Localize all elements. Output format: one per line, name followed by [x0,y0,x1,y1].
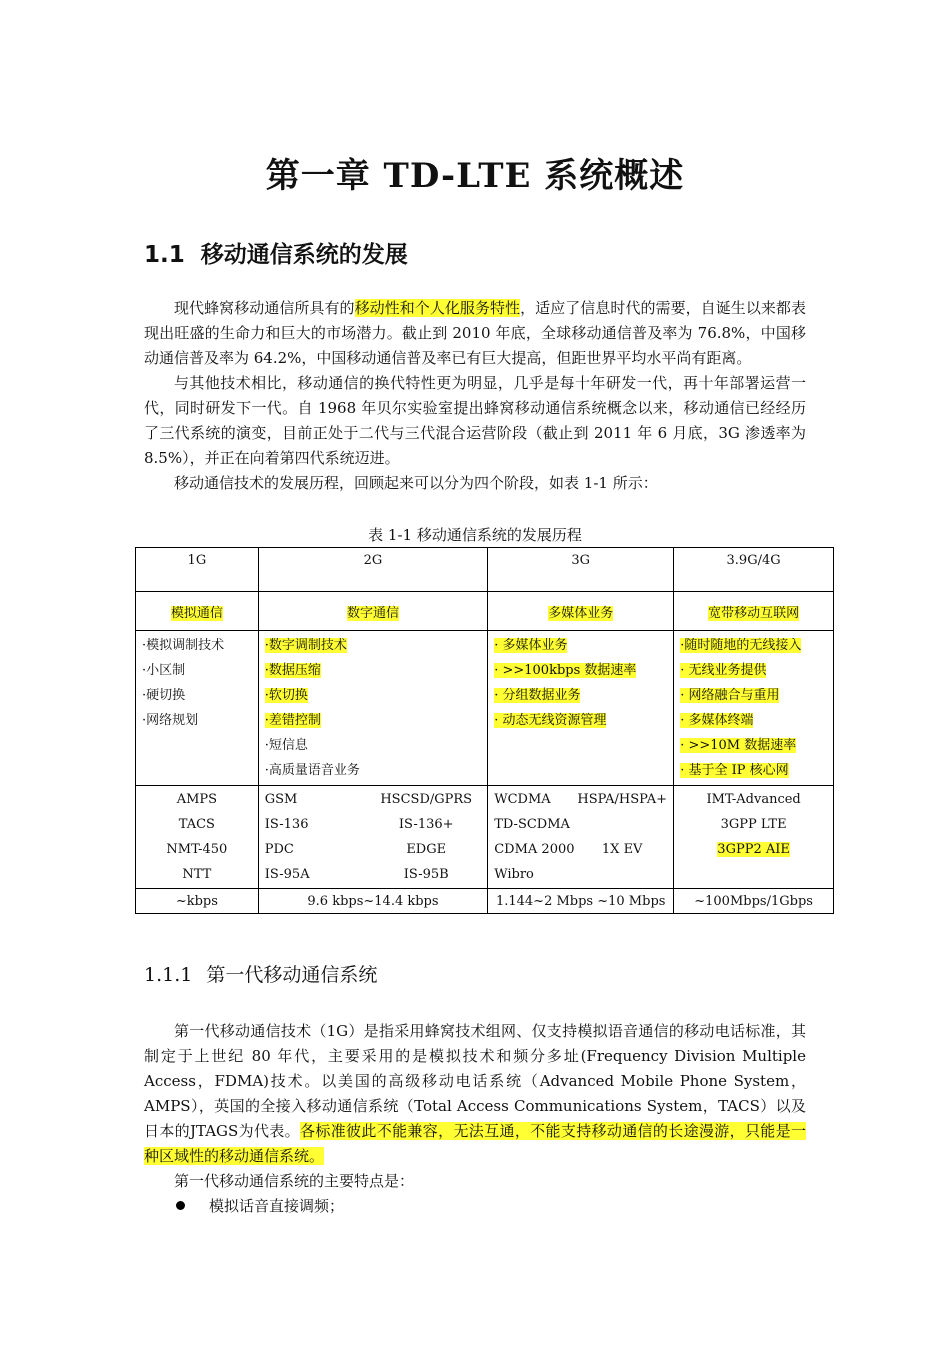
system-name: IS-136 [264,817,309,832]
feature-item: ·硬切换 [142,688,186,703]
systems-row [136,786,834,889]
paragraph-4: 第一代移动通信技术（1G）是指采用蜂窝技术组网、仅支持模拟语音通信的移动电话标准，其制定于上世纪 80 年代，主要采用的是模拟技术和频分多址(Frequency Division Multiple Access，FDMA)技术。以美国的高级移动电话系统（Advanced Mobile Phone System，AMPS），英国的全接入移动通信系统（Total Access Communications System，TACS）以及日本的JTAGS为代表。各标准彼此不能兼容，无法互通，不能支持移动通信的长途漫游，只能是一种区域性的移动通信系统。 [144,1022,806,1165]
system-name: AMPS [176,792,218,807]
service-4g: 宽带移动互联网 [708,605,800,621]
feature-item: ·网络规划 [142,713,199,728]
system-name: 1X EV [601,842,643,857]
system-name: IS-95B [403,867,449,882]
system-name: 3GPP2 AIE [717,842,790,857]
feature-item: · >>100kbps 数据速率 [494,663,637,678]
bullet-item [176,1194,344,1219]
feature-item: ·数据压缩 [264,663,321,678]
feature-item: · 多媒体终端 [680,713,754,728]
feature-item: ·小区制 [142,663,186,678]
rate-3g: 1.144~2 Mbps ~10 Mbps [488,889,674,914]
system-name: PDC [264,842,294,857]
subsection-heading [144,960,377,987]
paragraph-3: 移动通信技术的发展历程，回顾起来可以分为四个阶段，如表 1-1 所示： [174,474,658,492]
gen-3g: 3G [488,548,674,592]
body-paragraphs [144,1019,806,1194]
rate-1g: ~kbps [136,889,259,914]
feature-item: · >>10M 数据速率 [680,738,797,753]
feature-item: · 多媒体业务 [494,638,568,653]
system-name: HSCSD/GPRS [380,792,473,807]
section-heading [144,236,408,269]
feature-item: · 分组数据业务 [494,688,581,703]
evolution-table [135,547,834,914]
feature-item: ·差错控制 [264,713,321,728]
service-2g: 数字通信 [346,605,399,621]
intro-paragraphs [144,296,806,496]
paragraph-1: 现代蜂窝移动通信所具有的移动性和个人化服务特性，适应了信息时代的需要，自诞生以来都表现出旺盛的生命力和巨大的市场潜力。截止到 2010 年底，全球移动通信普及率为 76.8%，中国移动通信普及率为 64.2%，中国移动通信普及率已有巨大提高，但距世界平均水平尚有距离。 [144,299,806,367]
feature-item: ·数字调制技术 [264,638,347,653]
bullet-text: 模拟话音直接调频； [209,1197,345,1215]
rate-row [136,889,834,914]
features-3g [488,631,674,786]
paragraph-5: 第一代移动通信系统的主要特点是： [174,1172,415,1190]
gen-4g: 3.9G/4G [674,548,834,592]
feature-item: · 网络融合与重用 [680,688,780,703]
feature-item: · 动态无线资源管理 [494,713,607,728]
system-name: NTT [182,867,212,882]
feature-item: · 无线业务提供 [680,663,767,678]
system-name: IMT-Advanced [706,792,801,807]
feature-item: ·高质量语音业务 [264,763,360,778]
features-4g [674,631,834,786]
feature-item: ·短信息 [264,738,308,753]
system-name: 3GPP LTE [720,817,787,832]
system-name: NMT-450 [166,842,228,857]
system-name: CDMA 2000 [494,842,575,857]
rate-4g: ~100Mbps/1Gbps [674,889,834,914]
section-number: 1.1 [144,242,185,268]
system-name: EDGE [406,842,447,857]
system-name: HSPA/HSPA+ [577,792,668,807]
systems-4g [674,786,834,889]
rate-2g: 9.6 kbps~14.4 kbps [258,889,487,914]
system-name: Wibro [494,867,534,882]
highlighted-text: 各标准彼此不能兼容，无法互通，不能支持移动通信的长途漫游，只能是一种区域性的移动通信系统。 [144,1122,806,1165]
gen-1g: 1G [136,548,259,592]
system-name: TD-SCDMA [494,817,570,832]
service-row [136,592,834,631]
system-name: TACS [178,817,215,832]
features-row [136,631,834,786]
system-name: IS-136+ [398,817,454,832]
section-title: 移动通信系统的发展 [200,241,408,268]
table-caption: 表 1-1 移动通信系统的发展历程 [368,526,582,544]
feature-item: ·随时随地的无线接入 [680,638,802,653]
system-name: WCDMA [494,792,551,807]
feature-item: · 基于全 IP 核心网 [680,763,789,778]
system-name: IS-95A [264,867,310,882]
systems-1g [136,786,259,889]
features-1g [136,631,259,786]
service-3g: 多媒体业务 [548,605,614,621]
subsection-number: 1.1.1 [144,964,193,986]
features-2g [258,631,487,786]
systems-2g [258,786,487,889]
system-name: GSM [264,792,298,807]
highlighted-text: 移动性和个人化服务特性 [354,299,521,317]
systems-3g [488,786,674,889]
service-1g: 模拟通信 [170,605,223,621]
bullet-dot-icon [176,1201,185,1210]
feature-item: ·软切换 [264,688,308,703]
generation-row [136,548,834,592]
chapter-title: 第一章 TD-LTE 系统概述 [265,156,685,196]
feature-item: ·模拟调制技术 [142,638,225,653]
subsection-title: 第一代移动通信系统 [206,964,378,986]
gen-2g: 2G [258,548,487,592]
paragraph-2: 与其他技术相比，移动通信的换代特性更为明显，几乎是每十年研发一代，再十年部署运营一代，同时研发下一代。自 1968 年贝尔实验室提出蜂窝移动通信系统概念以来，移动通信已经经历了三代系统的演变，目前正处于二代与三代混合运营阶段（截止到 2011 年 6 月底，3G 渗透率为 8.5%），并正在向着第四代系统迈进。 [144,374,806,467]
